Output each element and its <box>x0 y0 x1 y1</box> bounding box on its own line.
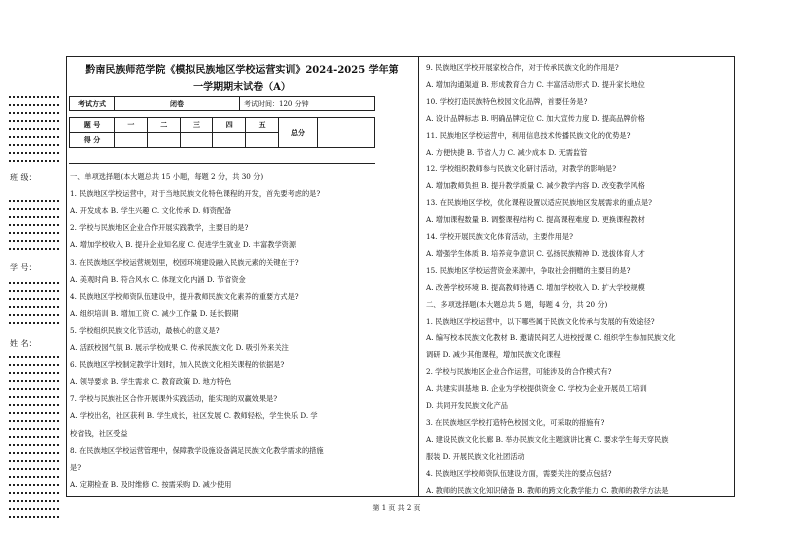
score-cell <box>213 133 246 148</box>
col-1: 一 <box>115 118 148 133</box>
question-line: A. 定期检查 B. 及时维修 C. 按需采购 D. 减少使用 <box>70 479 232 489</box>
method-value: 闭卷 <box>115 97 240 111</box>
question-line: 13. 在民族地区学校，优化课程设置以适应民族地区发展需求的重点是? <box>426 198 653 208</box>
question-line: A. 增加教师负担 B. 提升教学质量 C. 减少教学内容 D. 改变教学风格 <box>426 181 645 191</box>
question-line: 3. 在民族地区学校运营规划里，校园环境建设融入民族元素的关键在于? <box>70 257 299 267</box>
question-line: 1. 民族地区学校运营中，以下哪些属于民族文化传承与发展的有效途径? <box>426 316 655 326</box>
question-line: 服装 D. 开展民族文化社团活动 <box>426 451 525 461</box>
question-line: A. 建设民族文化长廊 B. 举办民族文化主题演讲比赛 C. 要求学生每天穿民族 <box>426 434 669 444</box>
question-line: 2. 学校与民族地区企业合作开展实践教学，主要目的是? <box>70 223 249 233</box>
question-line: 7. 学校与民族社区合作开展课外实践活动，能实现的双赢效果是? <box>70 394 278 404</box>
method-label: 考试方式 <box>70 97 115 111</box>
title-line-1: 黔南民族师范学院《模拟民族地区学校运营实训》2024-2025 学年第 <box>85 65 399 76</box>
question-line: A. 增加课程数量 B. 调整课程结构 C. 提高课程难度 D. 更换课程教材 <box>426 215 645 225</box>
question-line: A. 设计品牌标志 B. 明确品牌定位 C. 加大宣传力度 D. 提高品牌价格 <box>426 113 645 123</box>
score-cell <box>246 133 279 148</box>
question-line: A. 美观时尚 B. 符合风水 C. 体现文化内涵 D. 节省资金 <box>70 274 246 284</box>
question-line: A. 增加沟通渠道 B. 形成教育合力 C. 丰富活动形式 D. 提升家长地位 <box>426 79 645 89</box>
question-number-label: 题 号 <box>70 118 115 133</box>
question-line: 校省钱，社区受益 <box>70 428 128 438</box>
question-line: A. 共建实训基地 B. 企业为学校提供资金 C. 学校为企业开展员工培训 <box>426 384 647 394</box>
question-line: 1. 民族地区学校运营中，对于当地民族文化特色课程的开发，首先要考虑的是? <box>70 189 321 199</box>
score-cell <box>147 133 180 148</box>
question-line: 15. 民族地区学校运营资金来源中，争取社会捐赠的主要目的是? <box>426 265 631 275</box>
question-line: 11. 民族地区学校运营中，利用信息技术传播民族文化的优势是? <box>426 130 631 140</box>
score-table <box>69 117 375 148</box>
question-line: 10. 学校打造民族特色校园文化品牌，首要任务是? <box>426 96 588 106</box>
question-line: 调研 D. 减少其他课程，增加民族文化课程 <box>426 350 561 360</box>
question-line: A. 编写校本民族文化教材 B. 邀请民间艺人进校授课 C. 组织学生参加民族文化 <box>426 333 676 343</box>
question-line: 2. 学校与民族地区企业合作运营，可能涉及的合作模式有? <box>426 367 612 377</box>
question-line: 8. 在民族地区学校运营管理中，保障教学设施设备满足民族文化教学需求的措施 <box>70 445 324 455</box>
class-label: 班 级： <box>10 173 37 182</box>
exam-time: 考试时间：120 分钟 <box>240 97 375 111</box>
question-line: A. 教师的民族文化知识储备 B. 教师的跨文化教学能力 C. 教师的教学方法是 <box>426 485 669 495</box>
total-score-cell <box>318 118 375 148</box>
student-id-label: 学 号： <box>10 263 37 272</box>
question-line: 二、多项选择题(本大题总共 5 题，每题 4 分，共 20 分) <box>426 299 608 309</box>
total-label: 总分 <box>279 118 318 148</box>
exam-info-table <box>69 96 375 111</box>
question-line: 4. 民族地区学校师资队伍建设方面，需要关注的要点包括? <box>426 468 612 478</box>
question-line: 4. 民族地区学校师资队伍建设中，提升教师民族文化素养的重要方式是? <box>70 291 299 301</box>
name-label: 姓 名： <box>10 339 37 348</box>
question-line: A. 增加学校收入 B. 提升企业知名度 C. 促进学生就业 D. 丰富教学资源 <box>70 240 297 250</box>
question-line: A. 开发成本 B. 学生兴趣 C. 文化传承 D. 师资配备 <box>70 206 232 216</box>
question-line: 是? <box>70 462 82 472</box>
page-footer: 第 1 页 共 2 页 <box>372 504 421 512</box>
col-2: 二 <box>147 118 180 133</box>
exam-title <box>72 62 412 96</box>
title-line-2: 一学期期末试卷（A） <box>193 82 291 93</box>
question-line: A. 学校出名，社区获利 B. 学生成长，社区发展 C. 教师轻松，学生快乐 D. 学 <box>70 411 318 421</box>
question-line: D. 共同开发民族文化产品 <box>426 401 508 410</box>
score-label: 得 分 <box>70 133 115 148</box>
question-line: A. 改善学校环境 B. 提高教师待遇 C. 增加学校收入 D. 扩大学校规模 <box>426 282 645 292</box>
question-line: 9. 民族地区学校开展家校合作，对于传承民族文化的作用是? <box>426 63 619 72</box>
col-4: 四 <box>213 118 246 133</box>
col-3: 三 <box>180 118 213 133</box>
question-line: 一、单项选择题(本大题总共 15 小题，每题 2 分，共 30 分) <box>70 172 264 181</box>
question-line: 5. 学校组织民族文化节活动，最核心的意义是? <box>70 325 220 335</box>
question-line: A. 活跃校园气氛 B. 展示学校成果 C. 传承民族文化 D. 吸引外来关注 <box>70 343 289 352</box>
question-line: 14. 学校开展民族文化体育活动，主要作用是? <box>426 232 573 241</box>
section-rule <box>69 163 375 164</box>
question-line: 6. 民族地区学校制定教学计划时，加入民族文化相关课程的依据是? <box>70 360 285 370</box>
question-line: 3. 在民族地区学校打造特色校园文化，可采取的措施有? <box>426 417 605 427</box>
score-cell <box>180 133 213 148</box>
question-line: A. 组织培训 B. 增加工资 C. 减少工作量 D. 延长假期 <box>70 308 239 318</box>
col-5: 五 <box>246 118 279 133</box>
column-divider <box>418 56 419 497</box>
question-line: A. 方便快捷 B. 节省人力 C. 减少成本 D. 无需监管 <box>426 147 588 157</box>
score-cell <box>115 133 148 148</box>
question-line: 12. 学校组织教师参与民族文化研讨活动，对教学的影响是? <box>426 164 617 174</box>
question-line: A. 领导要求 B. 学生需求 C. 教育政策 D. 地方特色 <box>70 377 232 387</box>
question-line: A. 增强学生体质 B. 培养竞争意识 C. 弘扬民族精神 D. 选拔体育人才 <box>426 248 645 258</box>
